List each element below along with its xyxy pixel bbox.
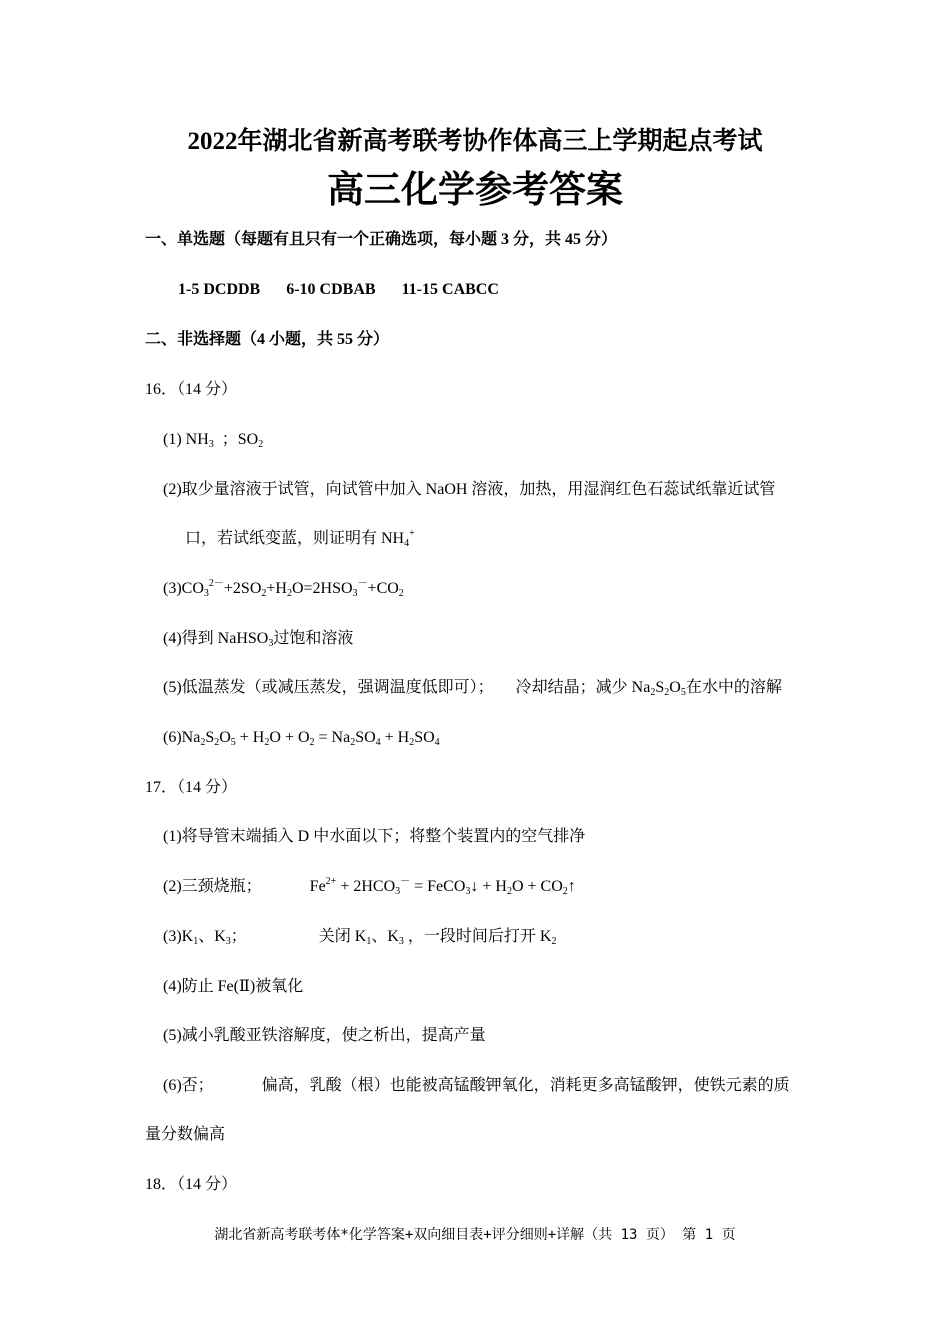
q17-answer-2: (2)三颈烧瓶； $Fe^{2+} + 2HCO_3^-$ = FeCO$_3$↓ + $H_2O$ + $CO_2↑$ [163, 876, 576, 897]
q17-answer-6-line1: (6)否； 偏高，乳酸（根）也能被高锰酸钾氧化，消耗更多高锰酸钾，使铁元素的质 [163, 1077, 790, 1094]
q17-answer-1: (1)将导管末端插入 D 中水面以下；将整个装置内的空气排净 [163, 828, 586, 845]
q16-answer-4: (4)得到 NaHSO$_3$过饱和溶液 [163, 630, 354, 649]
q18-label: 18．（14 分） [145, 1176, 238, 1193]
section1-heading: 一、单选题（每题有且只有一个正确选项，每小题 3 分，共 45 分） [145, 231, 618, 248]
q16-answer-2-line1: (2)取少量溶液于试管，向试管中加入 NaOH 溶液，加热，用湿润红色石蕊试纸靠近试管 [163, 481, 776, 498]
section2-heading: 二、非选择题（4 小题，共 55 分） [145, 331, 390, 348]
answer-key-title: 高三化学参考答案 [327, 170, 623, 211]
q16-answer-6: $(6)Na_2S_2O_5 + H_2O + O_2 = Na_2SO_4 + H_2SO_4$ [163, 729, 440, 748]
mc-answers [178, 276, 499, 304]
q16-answer-5: (5)低温蒸发（或减压蒸发，强调温度低即可）； 冷却结晶；减少 $Na_2S_2O_5$在水中的溶解 [163, 679, 782, 698]
q16-answer-1: (1) $NH_3$ ；$SO_2$ [163, 431, 264, 450]
mc-answers-1-5: 1-5 DCDDB [178, 281, 261, 298]
q17-answer-4: (4)防止 Fe(Ⅱ)被氧化 [163, 978, 304, 995]
q16-answer-3: $(3)CO_3^{2-}+2SO_2+H_2O=2HSO_3^-+CO_2$ [163, 578, 404, 599]
q16-answer-2-line2: 口，若试纸变蓝，则证明有 $NH_4^+$ [185, 528, 415, 549]
q17-answer-6-line2: 量分数偏高 [145, 1126, 226, 1143]
mc-answers-11-15: 11-15 CABCC [401, 281, 499, 298]
page-footer: 湖北省新高考联考体*化学答案+双向细目表+评分细则+详解（共 13 页） 第 1 页 [214, 1227, 736, 1243]
mc-answers-6-10: 6-10 CDBAB [286, 281, 376, 298]
q16-label: 16．（14 分） [145, 381, 238, 398]
q17-label: 17．（14 分） [145, 779, 238, 796]
exam-title: 2022年湖北省新高考联考协作体高三上学期起点考试 [187, 128, 763, 155]
q17-answer-3: $(3)K_1$、$K_3$； 关闭 $K_1$、$K_3$ ，一段时间后打开 $K_2$ [163, 928, 557, 947]
q17-answer-5: (5)减小乳酸亚铁溶解度，使之析出，提高产量 [163, 1027, 486, 1044]
